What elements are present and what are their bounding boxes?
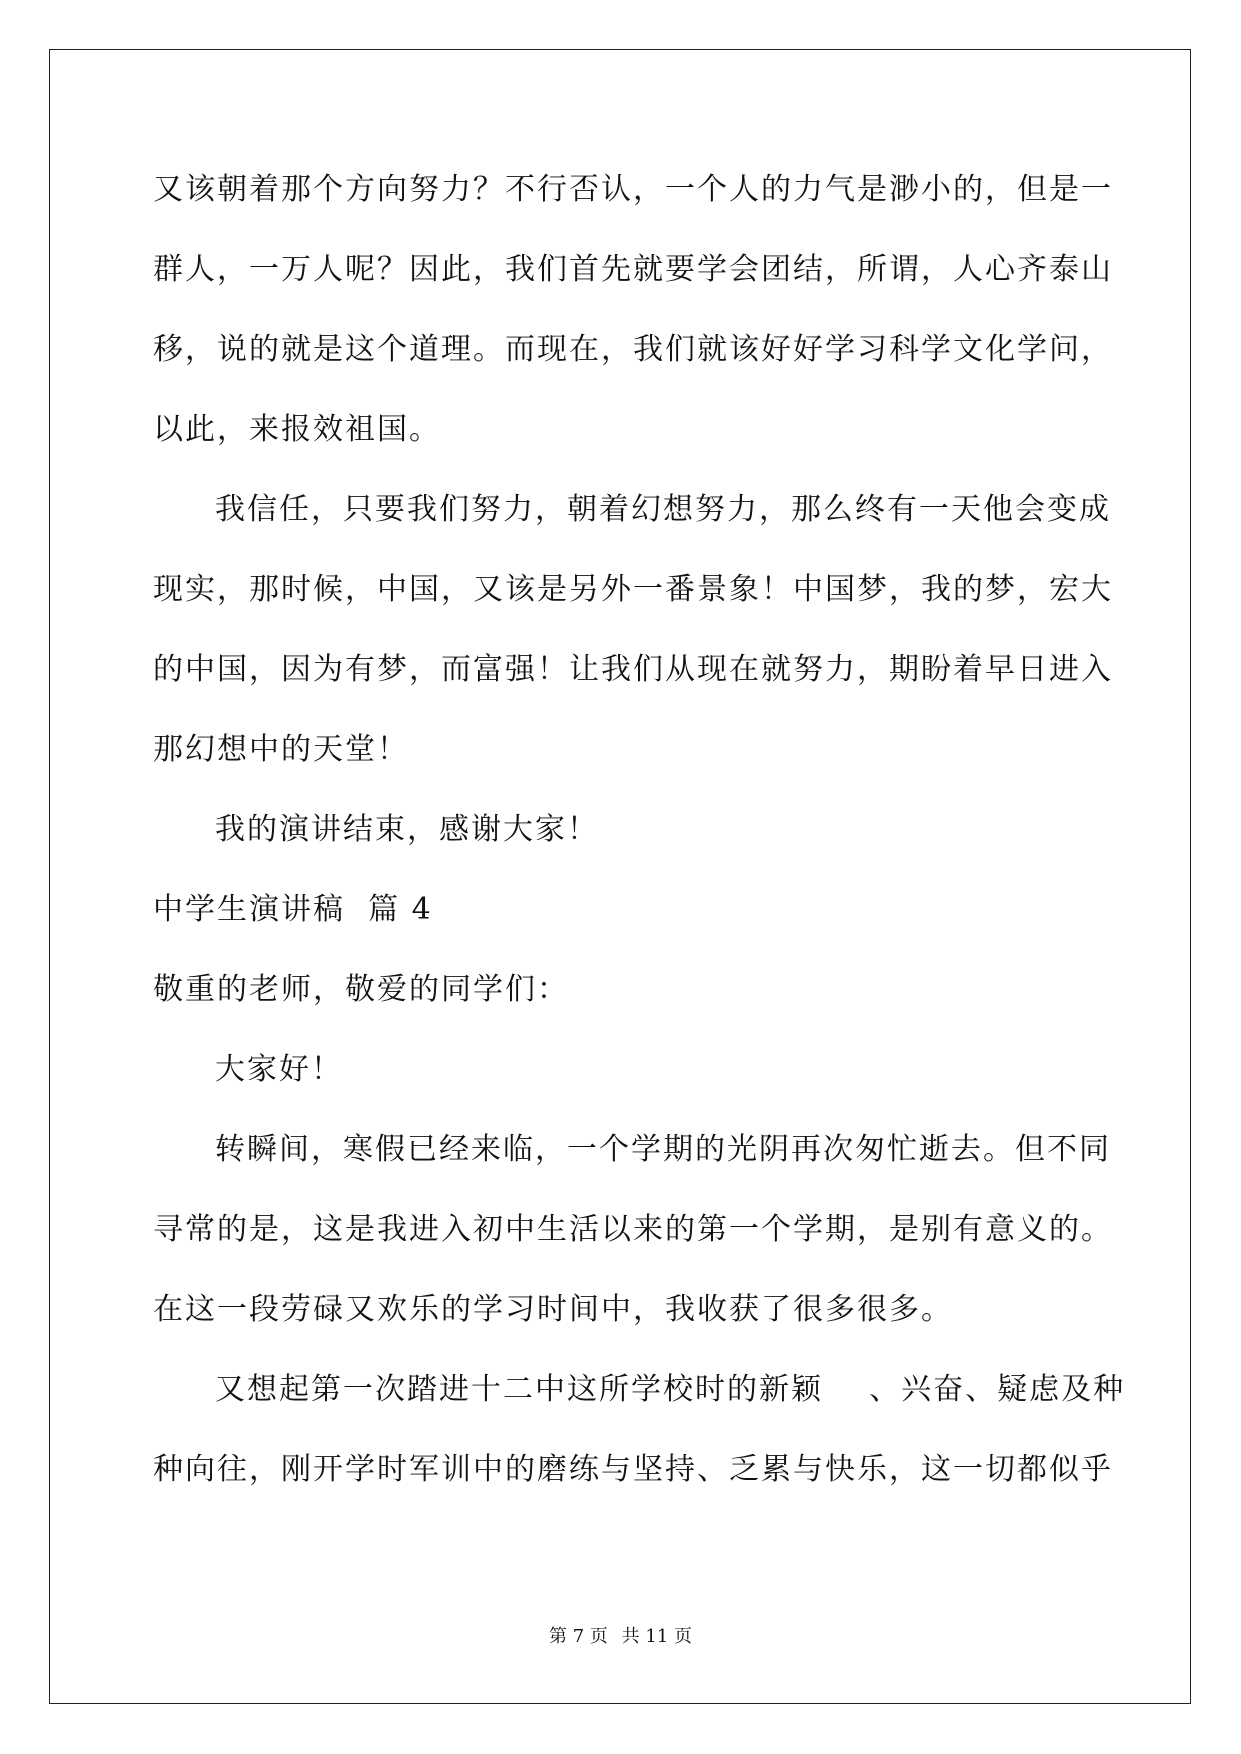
- paragraph-line: 那幻想中的天堂！: [153, 732, 409, 767]
- paragraph-line: 寻常的是，这是我进入初中生活以来的第一个学期，是别有意义的。: [153, 1212, 1113, 1247]
- section-heading: 中学生演讲稿 篇 4: [153, 892, 433, 927]
- paragraph-line: 又该朝着那个方向努力？不行否认，一个人的力气是渺小的，但是一: [153, 172, 1113, 207]
- paragraph-line: 种向往，刚开学时军训中的磨练与坚持、乏累与快乐，这一切都似乎: [153, 1452, 1113, 1487]
- salutation: 敬重的老师，敬爱的同学们：: [153, 972, 569, 1007]
- paragraph-line: 的中国，因为有梦，而富强！让我们从现在就努力，期盼着早日进入: [153, 652, 1113, 687]
- paragraph-line: 在这一段劳碌又欢乐的学习时间中，我收获了很多很多。: [153, 1292, 953, 1327]
- page-total: 共 11 页: [621, 1626, 692, 1647]
- greeting: 大家好！: [215, 1052, 343, 1087]
- paragraph-line: 以此，来报效祖国。: [153, 412, 441, 447]
- page-number: 第 7 页: [549, 1626, 608, 1647]
- paragraph-line: 我的演讲结束，感谢大家！: [215, 812, 599, 847]
- paragraph-line: 现实，那时候，中国，又该是另外一番景象！中国梦，我的梦，宏大: [153, 572, 1113, 607]
- paragraph-line: 又想起第一次踏进十二中这所学校时的新颖 、兴奋、疑虑及种: [215, 1372, 1126, 1407]
- paragraph-line: 转瞬间，寒假已经来临，一个学期的光阴再次匆忙逝去。但不同: [215, 1132, 1111, 1167]
- page-footer: [0, 1625, 1241, 1649]
- paragraph-line: 移，说的就是这个道理。而现在，我们就该好好学习科学文化学问，: [153, 332, 1113, 367]
- paragraph-line: 我信任，只要我们努力，朝着幻想努力，那么终有一天他会变成: [215, 492, 1111, 527]
- paragraph-line: 群人，一万人呢？因此，我们首先就要学会团结，所谓，人心齐泰山: [153, 252, 1113, 287]
